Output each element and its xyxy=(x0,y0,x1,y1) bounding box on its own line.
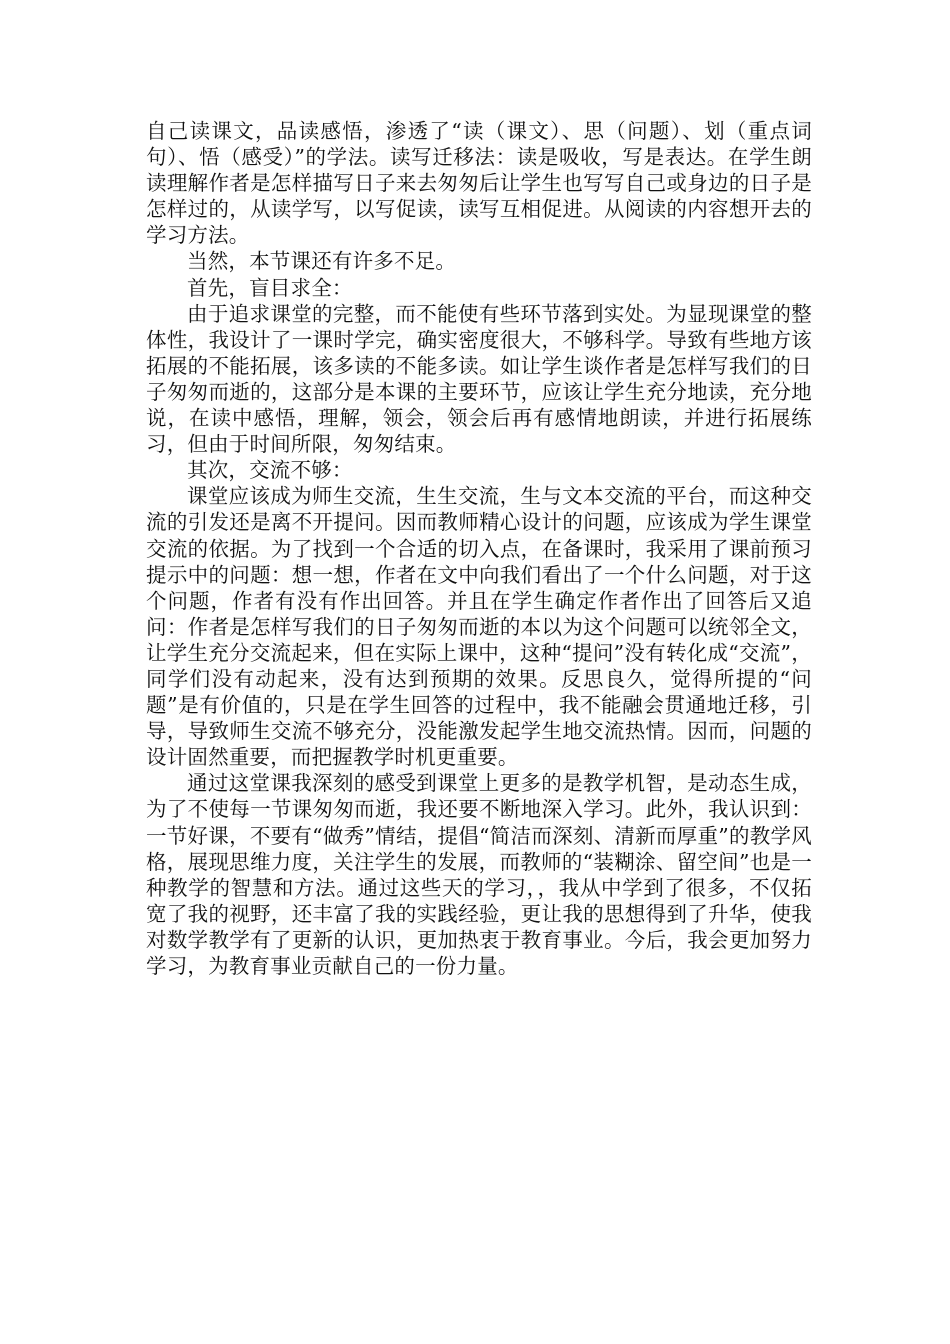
paragraph-shortcomings-intro: 当然，本节课还有许多不足。 xyxy=(187,249,457,274)
paragraph-reading-methods: 自己读课文，品读感悟，渗透了“读（课文）、思（问题）、划（重点词句）、悟（感受）”的学法。读写迁移法：读是吸收，写是表达。在学生朗读理解作者是怎样描写日子来去匆匆后让学生也写写自己或身边的日子是怎样过的，从读学写，以写促读，读写互相促进。从阅读的内容想开去的学习方法。 xyxy=(146,119,812,248)
paragraph-conclusion: 通过这堂课我深刻的感受到课堂上更多的是教学机智，是动态生成，为了不使每一节课匆匆而逝，我还要不断地深入学习。此外，我认识到：一节好课，不要有“做秀”情结，提倡“简洁而深刻、清新而厚重”的教学风格，展现思维力度，关注学生的发展，而教师的“装糊涂、留空间”也是一种教学的智慧和方法。通过这些天的学习，，我从中学到了很多，不仅拓宽了我的视野，还丰富了我的实践经验，更让我的思想得到了升华，使我对数学教学有了更新的认识，更加热衷于教育事业。今后，我会更加努力学习，为教育事业贡献自己的一份力量。 xyxy=(146,771,812,978)
heading-second-point: 其次，交流不够： xyxy=(187,458,353,483)
paragraph-second-point: 课堂应该成为师生交流，生生交流，生与文本交流的平台，而这种交流的引发还是离不开提问。因而教师精心设计的问题，应该成为学生课堂交流的依据。为了找到一个合适的切入点，在备课时，我采用了课前预习提示中的问题：想一想，作者在文中向我们看出了一个什么问题，对于这个问题，作者有没有作出回答。并且在学生确定作者作出了回答后又追问：作者是怎样写我们的日子匆匆而逝的本以为这个问题可以统邻全文，让学生充分交流起来，但在实际上课中，这种“提问”没有转化成“交流”，同学们没有动起来，没有达到预期的效果。反思良久，觉得所提的“问题”是有价值的，只是在学生回答的过程中，我不能融会贯通地迁移，引导，导致师生交流不够充分，没能激发起学生地交流热情。因而，问题的设计固然重要，而把握教学时机更重要。 xyxy=(146,484,812,770)
heading-first-point: 首先，盲目求全： xyxy=(187,275,353,300)
document-body xyxy=(146,118,812,979)
paragraph-first-point: 由于追求课堂的完整，而不能使有些环节落到实处。为显现课堂的整体性，我设计了一课时学完，确实密度很大，不够科学。导致有些地方该拓展的不能拓展，该多读的不能多读。如让学生谈作者是怎样写我们的日子匆匆而逝的，这部分是本课的主要环节，应该让学生充分地读，充分地说，在读中感悟，理解，领会，领会后再有感情地朗读，并进行拓展练习，但由于时间所限，匆匆结束。 xyxy=(146,301,812,457)
